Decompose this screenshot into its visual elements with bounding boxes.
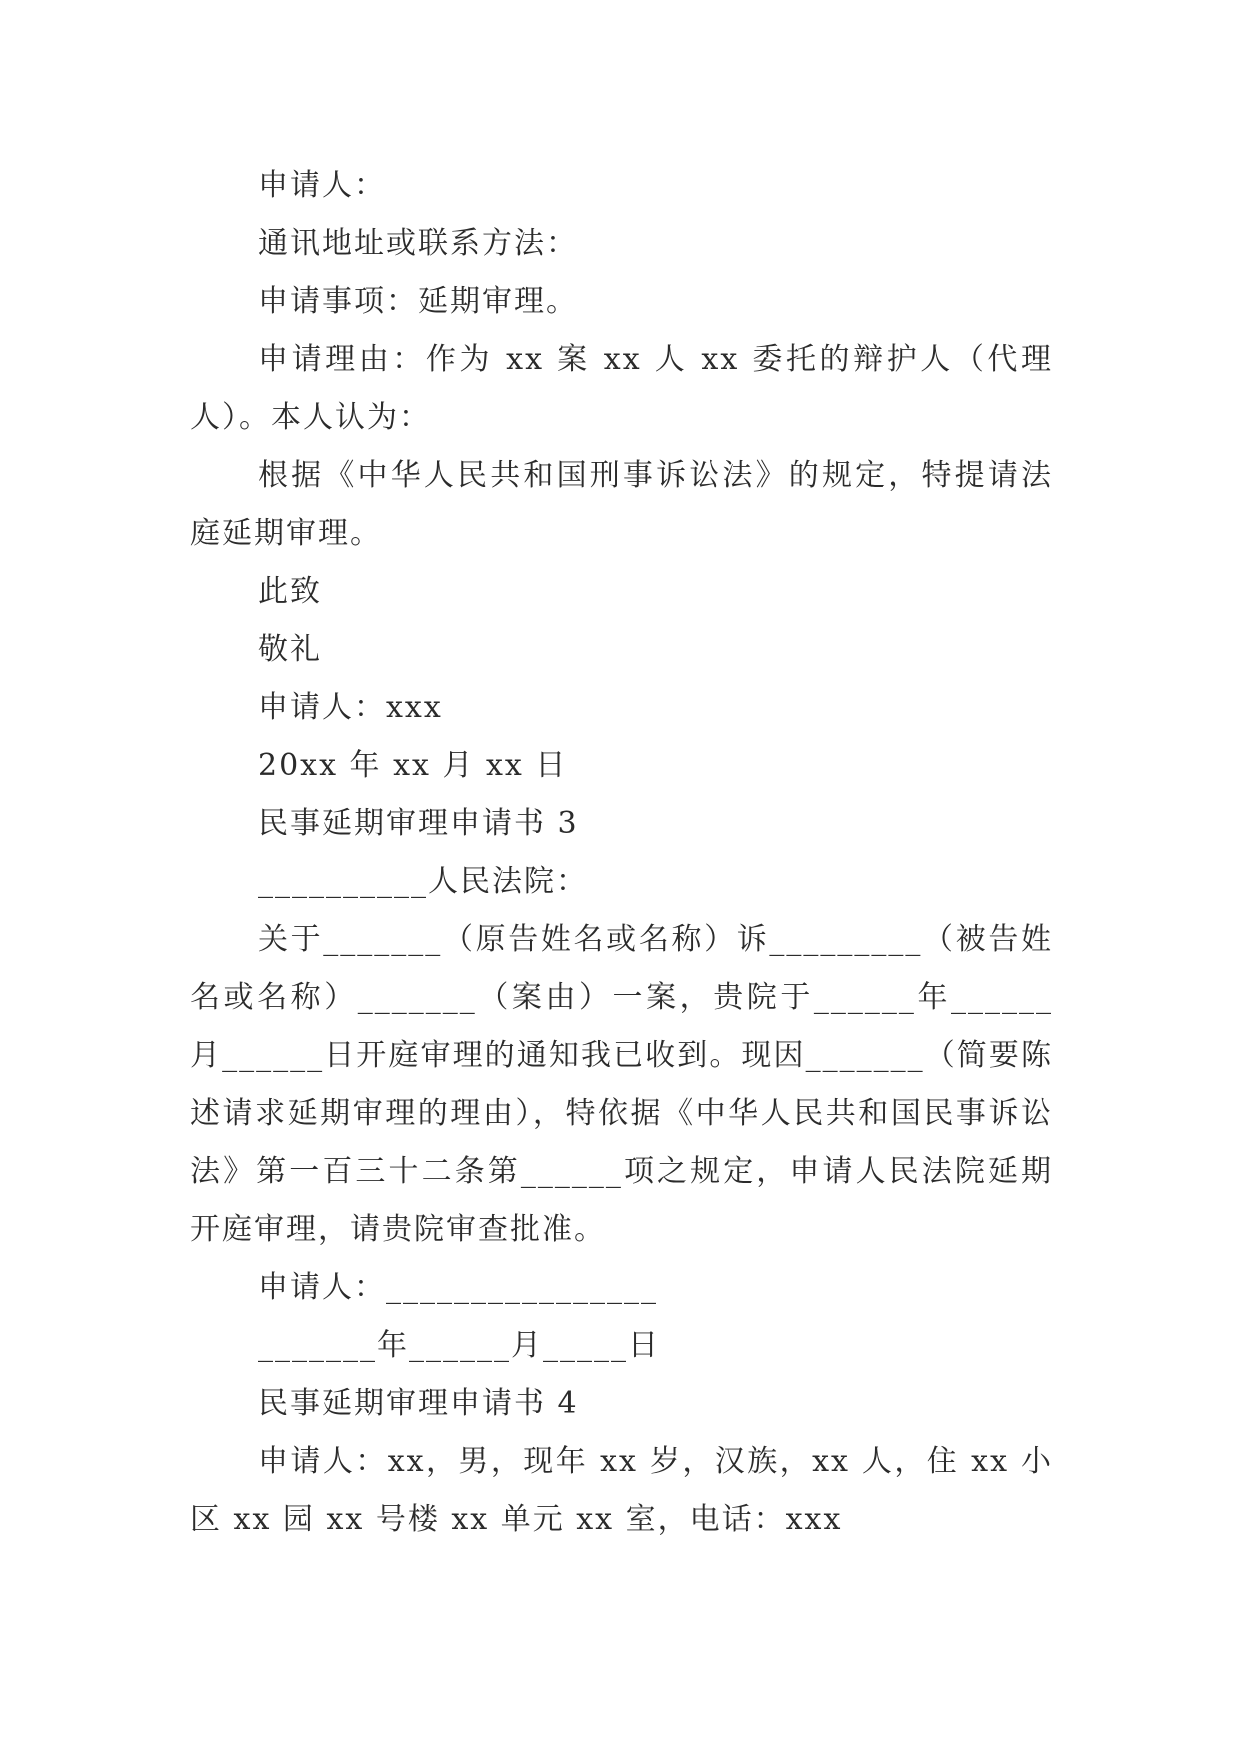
section-heading-3: 民事延期审理申请书 3 (258, 806, 579, 841)
salutation-line: 此致 (258, 574, 322, 609)
template-body-paragraph: 关于_______（原告姓名或名称）诉_________（被告姓名或名称）_______（案由）一案，贵院于______年______月______日开庭审理的通知我已收到。现因_______（简要陈述请求延期审理的理由），特依据《中华人民共和国民事诉讼法》第一百三十二条第______项之规定，申请人民法院延期开庭审理，请贵院审查批准。 (190, 922, 1053, 1247)
court-address-line: __________人民法院： (258, 864, 588, 899)
applicant-details-paragraph: 申请人：xx，男，现年 xx 岁，汉族，xx 人，住 xx 小区 xx 园 xx 号楼 xx 单元 xx 室，电话：xxx (190, 1444, 1053, 1537)
template-signature-line: 申请人：________________ (258, 1270, 658, 1305)
section-heading-4: 民事延期审理申请书 4 (258, 1386, 579, 1421)
contact-line: 通讯地址或联系方法： (258, 226, 578, 261)
request-reason-paragraph: 申请理由：作为 xx 案 xx 人 xx 委托的辩护人（代理人）。本人认为： (190, 342, 1053, 435)
request-item-line: 申请事项：延期审理。 (258, 284, 578, 319)
template-date-line: _______年______月_____日 (258, 1328, 660, 1363)
signature-line: 申请人：xxx (258, 690, 443, 725)
applicant-line: 申请人： (258, 168, 386, 203)
document-body (190, 157, 1053, 1549)
date-line: 20xx 年 xx 月 xx 日 (258, 748, 568, 783)
legal-basis-paragraph: 根据《中华人民共和国刑事诉讼法》的规定，特提请法庭延期审理。 (190, 458, 1053, 551)
closing-line: 敬礼 (258, 632, 322, 667)
